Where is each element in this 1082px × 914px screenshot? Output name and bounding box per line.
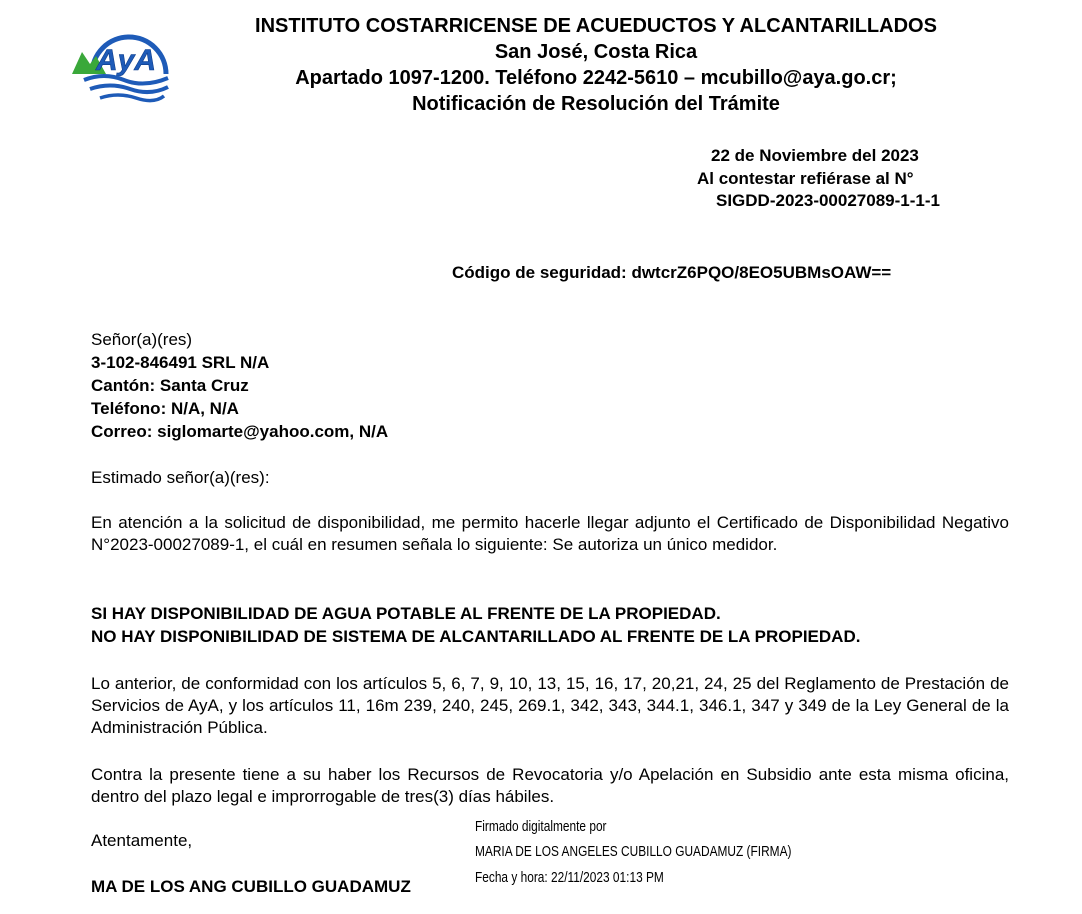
paragraph-legal-basis: Lo anterior, de conformidad con los artículos 5, 6, 7, 9, 10, 13, 15, 16, 17, 20,21, 24, 25 del Reglamento de Prestación de Servicios de AyA, y los artículos 11, 16m 239, 240, 245, 269.1, 342, 343, 344.1, 346.1, 347 y 349 de la Ley General de la Administración Pública. (91, 674, 1009, 737)
signer-name: MA DE LOS ANG CUBILLO GUADAMUZ (91, 877, 411, 896)
document-title: Notificación de Resolución del Trámite (412, 93, 780, 115)
security-code: Código de seguridad: dwtcrZ6PQO/8EO5UBMsOAW== (452, 263, 892, 282)
sewer-availability: NO HAY DISPONIBILIDAD DE SISTEMA DE ALCANTARILLADO AL FRENTE DE LA PROPIEDAD. (91, 627, 861, 646)
digital-signature-line2: MARIA DE LOS ANGELES CUBILLO GUADAMUZ (FIRMA) (475, 844, 792, 860)
salutation: Señor(a)(res) (91, 330, 193, 349)
reference-number: SIGDD-2023-00027089-1-1-1 (716, 191, 940, 210)
recipient-name: 3-102-846491 SRL N/A (91, 353, 270, 372)
org-city: San José, Costa Rica (494, 41, 698, 63)
paragraph-appeal: Contra la presente tiene a su haber los Recursos de Revocatoria y/o Apelación en Subsidio ante esta misma oficina, dentro del plazo legal e improrrogable de tres(3) días hábiles. (91, 765, 1009, 806)
paragraph-certificate: En atención a la solicitud de disponibilidad, me permito hacerle llegar adjunto el Certificado de Disponibilidad Negativo N°2023-00027089-1, el cuál en resumen señala lo siguiente: Se autoriza un único medidor. (91, 513, 1009, 554)
greeting: Estimado señor(a)(res): (91, 468, 270, 487)
digital-signature-line1: Firmado digitalmente por (475, 819, 607, 835)
svg-text:AyA: AyA (95, 44, 157, 77)
refer-label: Al contestar refiérase al N° (697, 169, 914, 188)
recipient-email: Correo: siglomarte@yahoo.com, N/A (91, 422, 389, 441)
org-name: INSTITUTO COSTARRICENSE DE ACUEDUCTOS Y ALCANTARILLADOS (255, 15, 937, 37)
aya-logo-icon (70, 12, 182, 108)
recipient-phone: Teléfono: N/A, N/A (91, 399, 239, 418)
document-date: 22 de Noviembre del 2023 (711, 146, 919, 165)
closing: Atentamente, (91, 831, 193, 850)
digital-signature-line3: Fecha y hora: 22/11/2023 01:13 PM (475, 870, 664, 886)
recipient-canton: Cantón: Santa Cruz (91, 376, 249, 395)
water-availability: SI HAY DISPONIBILIDAD DE AGUA POTABLE AL FRENTE DE LA PROPIEDAD. (91, 604, 721, 623)
org-contact: Apartado 1097-1200. Teléfono 2242-5610 – mcubillo@aya.go.cr; (295, 67, 897, 89)
